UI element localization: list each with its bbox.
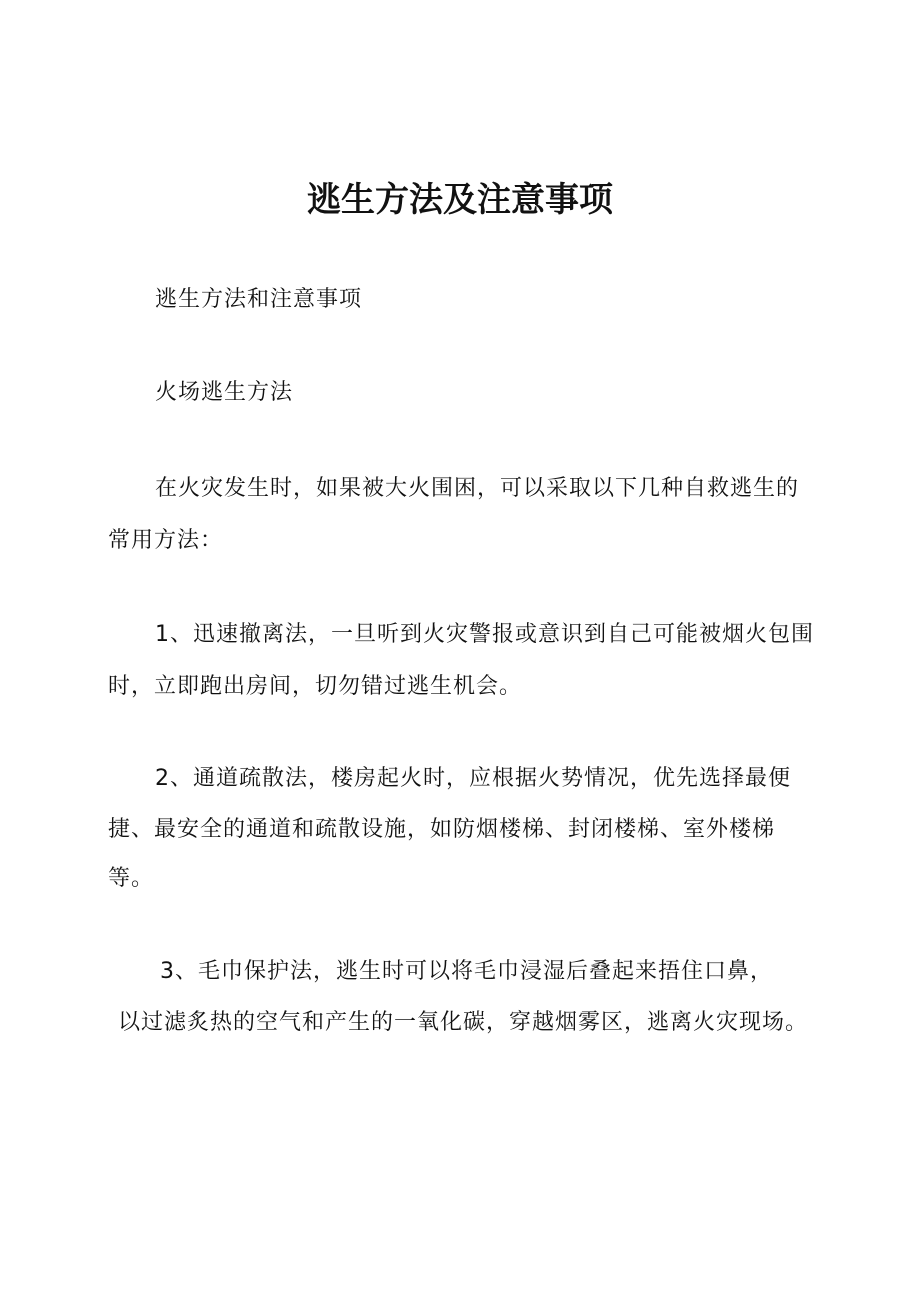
section-heading: 逃生方法和注意事项 (155, 287, 363, 312)
intro-line-2: 常用方法： (108, 528, 224, 553)
item-2-line-3: 等。 (108, 866, 155, 891)
intro-line-1: 在火灾发生时，如果被大火围困，可以采取以下几种自救逃生的 (155, 476, 800, 501)
item-2-line-1: 2、通道疏散法，楼房起火时，应根据火势情况，优先选择最便 (155, 766, 791, 791)
page-title: 逃生方法及注意事项 (307, 180, 613, 220)
item-2-line-2: 捷、最安全的通道和疏散设施，如防烟楼梯、封闭楼梯、室外楼梯 (108, 817, 776, 842)
item-1-line-1: 1、迅速撤离法，一旦听到火灾警报或意识到自己可能被烟火包围 (155, 622, 814, 647)
item-1-line-2: 时，立即跑出房间，切勿错过逃生机会。 (108, 674, 523, 699)
subsection-heading: 火场逃生方法 (155, 380, 294, 405)
item-3-line-1: 3、毛巾保护法，逃生时可以将毛巾浸湿后叠起来捂住口鼻， (160, 959, 773, 984)
item-3-line-2: 以过滤炙热的空气和产生的一氧化碳，穿越烟雾区，逃离火灾现场。 (118, 1010, 809, 1035)
